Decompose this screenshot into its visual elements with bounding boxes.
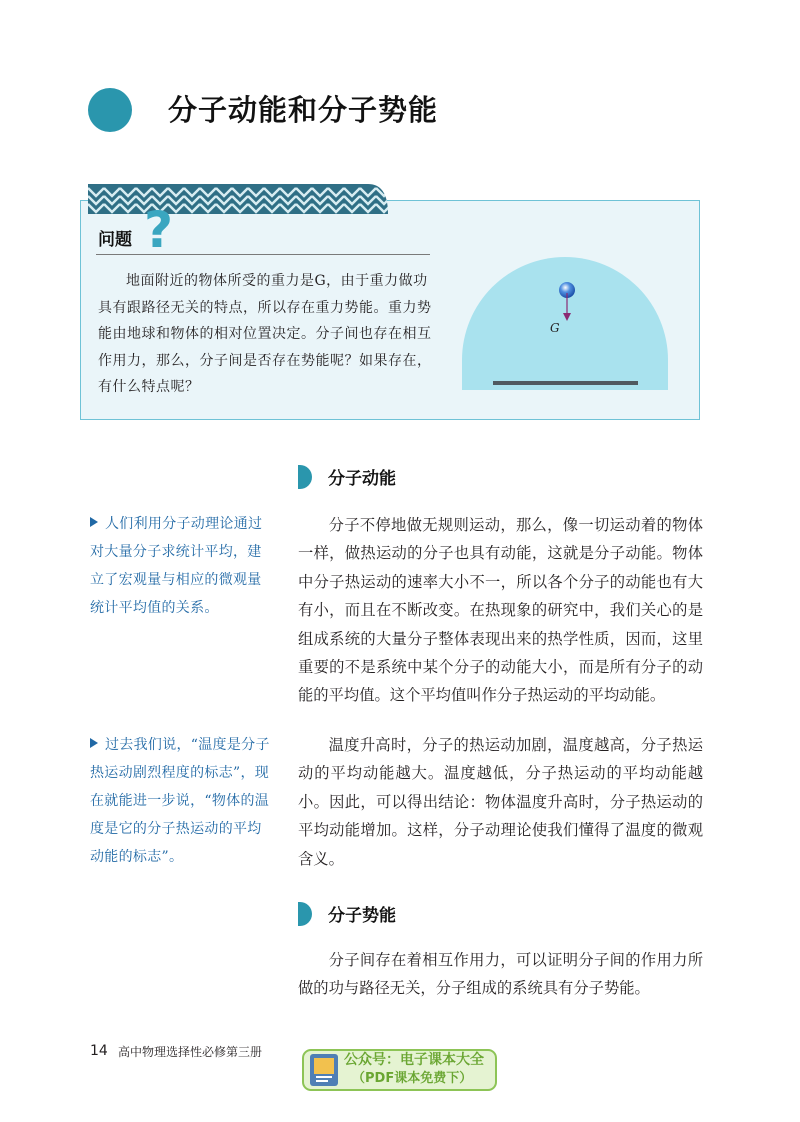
section-title: 分子势能: [328, 906, 396, 926]
side-note: [90, 731, 270, 871]
book-title: 高中物理选择性必修第三册: [118, 1045, 263, 1059]
question-mark-icon: ?: [144, 201, 174, 259]
divider: [96, 254, 430, 255]
question-label: 问题: [98, 230, 132, 250]
sky-dome: [462, 257, 668, 390]
section-title: 分子动能: [328, 469, 396, 489]
watermark-text: （PDF课本免费下）: [352, 1071, 473, 1086]
ground-line: [493, 381, 638, 385]
section-heading-potential: [298, 901, 396, 926]
page-number: 14: [90, 1043, 108, 1059]
title-dot-icon: [88, 88, 132, 132]
page-title: 分子动能和分子势能: [168, 93, 439, 127]
body-paragraph: 分子不停地做无规则运动，那么，像一切运动着的物体一样，做热运动的分子也具有动能，这就是分子动能。物体中分子热运动的速率大小不一，所以各个分子的动能也有大有小，而且在不断改变。在热现象的研究中，我们关心的是组成系统的大量分子整体表现出来的热学性质，因而，这里重要的不是系统中某个分子的动能大小，而是所有分子的动能的平均值。这个平均值叫作分子热运动的平均动能。: [298, 516, 703, 705]
section-heading-kinetic: [298, 464, 396, 489]
body-paragraph: 分子间存在着相互作用力，可以证明分子间的作用力所做的功与路径无关，分子组成的系统具有分子势能。: [298, 951, 703, 998]
gravity-label: G: [550, 321, 560, 335]
side-note-text: 人们利用分子动理论通过对大量分子求统计平均，建立了宏观量与相应的微观量统计平均值的关系。: [90, 516, 263, 616]
side-note-text: 过去我们说，“温度是分子热运动剧烈程度的标志”，现在就能进一步说，“物体的温度是它的分子热运动的平均动能的标志”。: [90, 737, 270, 865]
body-paragraph: 温度升高时，分子的热运动加剧，温度越高，分子热运动的平均动能越大。温度越低，分子热运动的平均动能越小。因此，可以得出结论：物体温度升高时，分子热运动的平均动能增加。这样，分子动理论使我们懂得了温度的微观含义。: [298, 736, 703, 868]
gravity-figure: [460, 255, 670, 390]
book-icon: [308, 1052, 340, 1088]
triangle-bullet-icon: [90, 738, 98, 748]
section-marker-icon: [298, 465, 312, 489]
question-text: 地面附近的物体所受的重力是G，由于重力做功具有跟路径无关的特点，所以存在重力势能。重力势能由地球和物体的相对位置决定。分子间也存在相互作用力，那么，分子间是否存在势能呢？如果存在，有什么特点呢？: [98, 273, 432, 395]
triangle-bullet-icon: [90, 517, 98, 527]
watermark-text: 公众号：电子课本大全: [344, 1052, 484, 1068]
side-note: [90, 510, 270, 622]
section-marker-icon: [298, 902, 312, 926]
zigzag-banner: [88, 184, 388, 214]
